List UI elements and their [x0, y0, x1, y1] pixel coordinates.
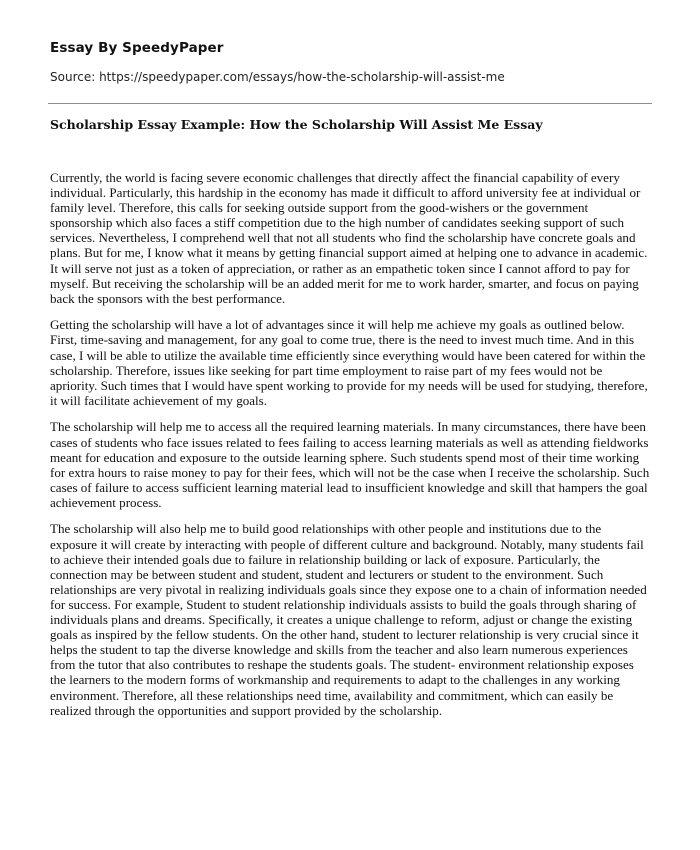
essay-body	[50, 170, 650, 718]
header-divider	[48, 103, 652, 104]
essay-paragraph: The scholarship will help me to access all the required learning materials. In many circumstances, there have been cases of students who face issues related to fees failing to access learning materials as well as attending fieldworks meant for education and exposure to the outside learning sphere. Such students spend most of their time working for extra hours to raise money to pay for their fees, which will not be the case when I receive the scholarship. Such cases of failure to access sufficient learning material lead to insufficient knowledge and skill that hampers the goal achievement process.	[50, 419, 650, 510]
essay-paragraph: Currently, the world is facing severe economic challenges that directly affect the financial capability of every individual. Particularly, this hardship in the economy has made it difficult to afford university fee at individual or family level. Therefore, this calls for seeking outside support from the good-wishers or the government sponsorship which also faces a stiff competition due to the high number of candidates seeking support of such services. Nevertheless, I comprehend well that not all students who find the scholarship have concrete goals and plans. But for me, I know what it means by getting financial support aimed at helping one to advance in academic. It will serve not just as a token of appreciation, or rather as an empathetic token since I cannot afford to pay for myself. But receiving the scholarship will be an added merit for me to work harder, smarter, and focus on paying back the sponsors with the best performance.	[50, 170, 648, 306]
essay-paragraph: Getting the scholarship will have a lot of advantages since it will help me achieve my goals as outlined below. First, time-saving and management, for any goal to come true, there is the need to invest much time. And in this case, I will be able to utilize the available time efficiently since everything would have been catered for within the scholarship. Therefore, issues like seeking for part time employment to raise part of my fees would not be apriority. Such times that I would have spent working to provide for my needs will be used for studying, therefore, it will facilitate achievement of my goals.	[50, 317, 648, 408]
document-source-line: Source: https://speedypaper.com/essays/how-the-scholarship-will-assist-me	[50, 70, 505, 84]
document-header-title: Essay By SpeedyPaper	[50, 40, 224, 56]
essay-paragraph: The scholarship will also help me to build good relationships with other people and institutions due to the exposure it will create by interacting with people of different culture and background. Notably, many students fail to achieve their intended goals due to failure in relationship building or lack of exposure. Particularly, the connection may be between student and student, student and lecturers or student to the environment. Such relationships are very pivotal in realizing individuals goals since they expose one to a chain of information needed for success. For example, Student to student relationship individuals assists to build the goals through sharing of individuals plans and dreams. Specifically, it creates a unique challenge to reform, adjust or change the existing goals as inspired by the fellow students. On the other hand, student to lecturer relationship is very crucial since it helps the student to tap the diverse knowledge and skills from the teacher and also learn numerous experiences from the tutor that also contributes to reshape the students goals. The student- environment relationship exposes the learners to the modern forms of workmanship and requirements to adapt to the challenges in any working environment. Therefore, all these relationships need time, availability and commitment, which can easily be realized through the opportunities and support provided by the scholarship.	[50, 521, 647, 718]
essay-title: Scholarship Essay Example: How the Scholarship Will Assist Me Essay	[50, 117, 543, 132]
